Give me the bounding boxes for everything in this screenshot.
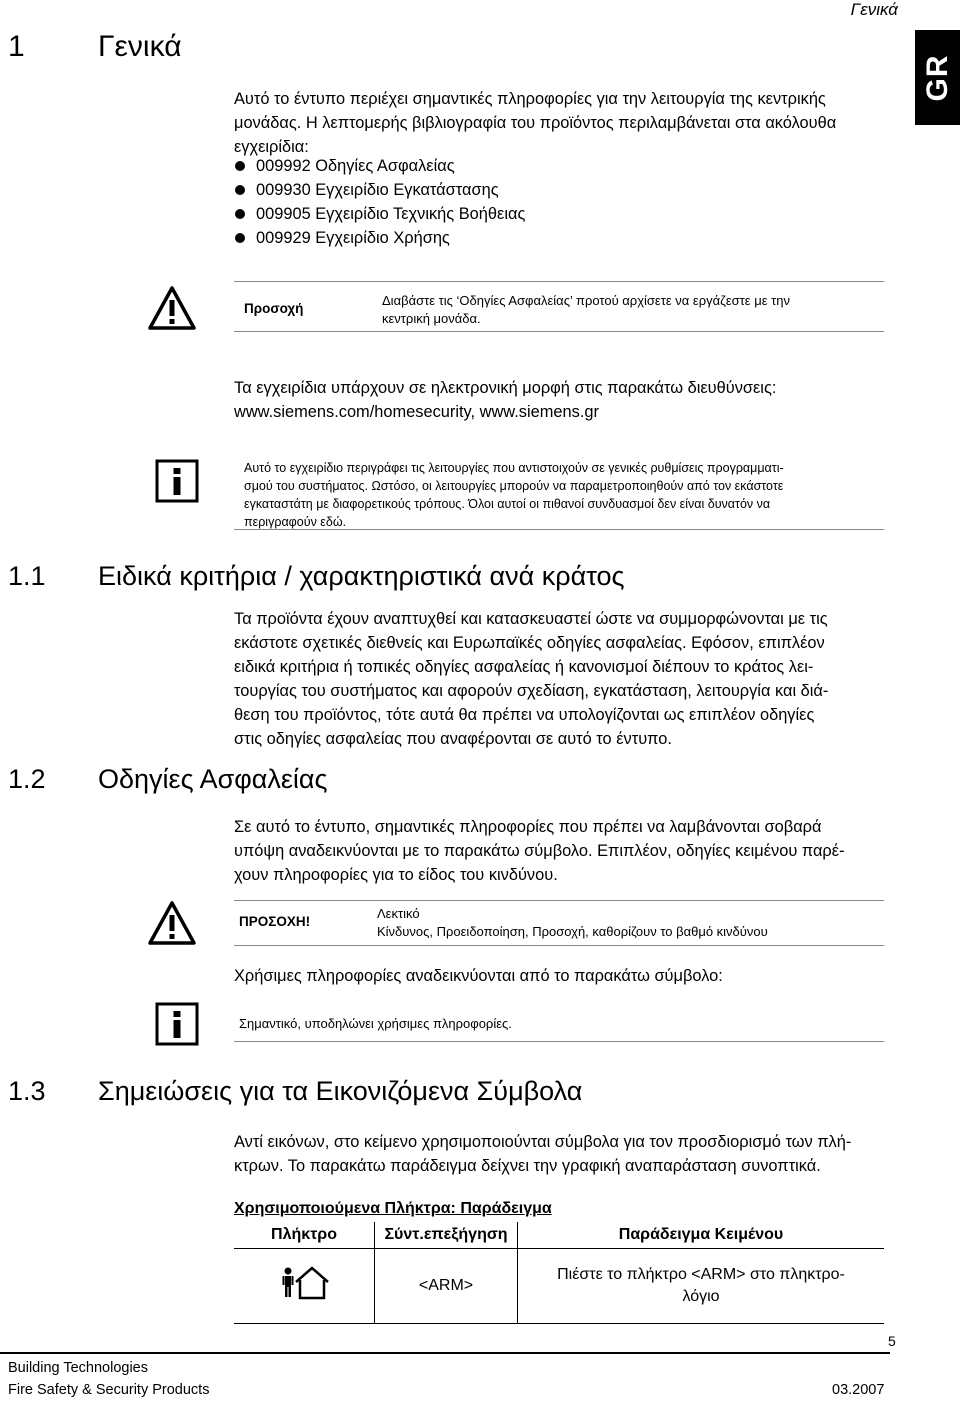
person-home-key-icon <box>276 1262 332 1306</box>
caution-line: Διαβάστε τις ‘Οδηγίες Ασφαλείας’ προτού αρχίσετε να εργάζεστε με την <box>382 293 790 308</box>
example-title: Χρησιμοποιούμενα Πλήκτρα: Παράδειγμα <box>234 1200 552 1217</box>
section-number: 1.1 <box>8 561 46 591</box>
paragraph-line: εκάστοτε σχετικές διεθνείς και Ευρωπαϊκές οδηγίες ασφαλείας. Εφόσον, επιπλέον <box>234 634 825 652</box>
section-number: 1.2 <box>8 764 46 794</box>
intro-line: μονάδας. Η λεπτομερής βιβλιογραφία του προϊόντος περιλαμβάνεται στα ακόλουθα <box>234 114 837 132</box>
bullet-icon <box>235 161 245 171</box>
info-note-line: εγκαταστάτη με διαφορετικούς τρόπους. Όλοι αυτοί οι πιθανοί συνδυασμοί δεν είναι δυνατόν να <box>244 497 771 511</box>
list-item <box>234 154 834 178</box>
info-note-line: Αυτό το εγχειρίδιο περιγράφει τις λειτουργίες που αντιστοιχούν σε γενικές ρυθμίσεις προγραμματι- <box>244 461 784 475</box>
language-tab <box>915 30 960 125</box>
intro-line: εγχειρίδια: <box>234 138 309 156</box>
column-header: Πλήκτρο <box>234 1222 375 1249</box>
paragraph-line: Αντί εικόνων, στο κείμενο χρησιμοποιούνται σύμβολα για τον προσδιορισμό των πλή- <box>234 1133 852 1151</box>
manuals-list <box>234 154 834 250</box>
running-header: Γενικά <box>850 0 898 19</box>
intro-line: Αυτό το έντυπο περιέχει σημαντικές πληροφορίες για την λειτουργία της κεντρικής <box>234 90 826 108</box>
list-item-text: 009930 Εγχειρίδιο Εγκατάστασης <box>256 181 499 199</box>
section-heading-1-3 <box>8 1076 808 1116</box>
list-item <box>234 178 834 202</box>
section-title: Σημειώσεις για τα Εικονιζόμενα Σύμβολα <box>98 1076 583 1106</box>
paragraph-line: θεση του προϊόντος, τότε αυτά θα πρέπει να υπολογίζονται ως επιπλέον οδηγίες <box>234 706 815 724</box>
electronic-line: Τα εγχειρίδια υπάρχουν σε ηλεκτρονική μορφή στις παρακάτω διευθύνσεις: <box>234 379 777 397</box>
list-item <box>234 226 834 250</box>
table-header-row <box>234 1222 884 1249</box>
info-note-line: περιγραφούν εδώ. <box>244 515 347 529</box>
example-line: λόγιο <box>682 1288 720 1305</box>
table-row <box>234 1249 884 1324</box>
language-tab-label: GR <box>920 54 954 101</box>
symbols-paragraph <box>234 1130 914 1178</box>
key-cell <box>234 1249 375 1324</box>
list-item-text: 009905 Εγχειρίδιο Τεχνικής Βοήθειας <box>256 205 526 223</box>
paragraph-line: τουργίας του συστήματος και αφορούν σχεδίαση, εγκατάσταση, λειτουργία και διά- <box>234 682 829 700</box>
example-cell <box>518 1249 885 1324</box>
section-title: Ειδικά κριτήρια / χαρακτηριστικά ανά κράτος <box>98 561 625 591</box>
warning-line: Κίνδυνος, Προειδοποίηση, Προσοχή, καθορίζουν το βαθμό κινδύνου <box>377 924 768 939</box>
divider <box>234 281 884 282</box>
warning-label: ΠΡΟΣΟΧΗ! <box>239 914 311 929</box>
useful-info-line: Χρήσιμες πληροφορίες αναδεικνύονται από το παρακάτω σύμβολο: <box>234 967 723 985</box>
section-number: 1.3 <box>8 1076 46 1106</box>
paragraph-line: χουν πληροφορίες για το είδος του κινδύνου. <box>234 866 558 884</box>
info-icon <box>155 459 199 503</box>
warning-line: Λεκτικό <box>377 906 420 921</box>
caution-label: Προσοχή <box>244 301 304 316</box>
paragraph-line: Τα προϊόντα έχουν αναπτυχθεί και κατασκευαστεί ώστε να συμμορφώνονται με τις <box>234 610 828 628</box>
keys-example-table <box>234 1222 884 1324</box>
safety-paragraph <box>234 815 914 887</box>
paragraph-line: υπόψη αναδεικνύονται με το παρακάτω σύμβολο. Επιπλέον, οδηγίες κειμένου παρέ- <box>234 842 845 860</box>
warning-triangle-icon <box>148 286 196 330</box>
bullet-icon <box>235 233 245 243</box>
caution-text <box>382 292 882 328</box>
paragraph-line: ειδικά κριτήρια ή τοπικές οδηγίες ασφαλείας ή κανονισμοί διέπουν το κράτος λει- <box>234 658 814 676</box>
section-heading-1 <box>8 30 608 70</box>
intro-paragraph <box>234 87 894 159</box>
list-item-text: 009992 Οδηγίες Ασφαλείας <box>256 157 455 175</box>
footer-company: Building Technologies <box>8 1360 149 1376</box>
info-note-line: σμού του συστήματος. Ωστόσο, οι λειτουργίες μπορούν να παραμετροποιηθούν από τον εκάστοτε <box>244 479 784 493</box>
manual-links[interactable]: www.siemens.com/homesecurity, www.siemens.gr <box>234 403 599 421</box>
paragraph-line: κτρων. Το παρακάτω παράδειγμα δείχνει την γραφική αναπαράσταση συνοπτικά. <box>234 1157 821 1175</box>
section-heading-1-2 <box>8 764 608 804</box>
divider <box>234 331 884 332</box>
warning-triangle-icon <box>148 901 196 945</box>
electronic-manuals-paragraph <box>234 376 894 424</box>
example-line: Πιέστε το πλήκτρο <ARM> στο πληκτρο- <box>557 1266 845 1283</box>
section-heading-1-1 <box>8 561 808 601</box>
divider <box>234 900 884 901</box>
caution-line: κεντρική μονάδα. <box>382 311 481 326</box>
paragraph-line: στις οδηγίες ασφαλείας που αναφέρονται σε αυτό το έντυπο. <box>234 730 672 748</box>
bullet-icon <box>235 209 245 219</box>
info-icon <box>155 1002 199 1046</box>
page-number: 5 <box>888 1333 896 1349</box>
divider <box>234 529 884 530</box>
divider <box>234 945 884 946</box>
paragraph-line: Σε αυτό το έντυπο, σημαντικές πληροφορίες που πρέπει να λαμβάνονται σοβαρά <box>234 818 822 836</box>
info-note <box>244 459 884 531</box>
column-header: Σύντ.επεξήγηση <box>375 1222 518 1249</box>
list-item-text: 009929 Εγχειρίδιο Χρήσης <box>256 229 450 247</box>
section-title: Γενικά <box>98 30 182 63</box>
bullet-icon <box>235 185 245 195</box>
footer-rule <box>0 1352 890 1354</box>
divider <box>234 1041 884 1042</box>
list-item <box>234 202 834 226</box>
warning-text <box>377 905 877 941</box>
abbr-cell: <ARM> <box>375 1249 518 1324</box>
footer-date: 03.2007 <box>832 1382 885 1398</box>
section-title: Οδηγίες Ασφαλείας <box>98 764 328 794</box>
country-criteria-paragraph <box>234 607 914 751</box>
section-number: 1 <box>8 30 25 63</box>
footer-division: Fire Safety & Security Products <box>8 1382 210 1398</box>
info-line: Σημαντικό, υποδηλώνει χρήσιμες πληροφορίες. <box>239 1016 512 1031</box>
column-header: Παράδειγμα Κειμένου <box>518 1222 885 1249</box>
